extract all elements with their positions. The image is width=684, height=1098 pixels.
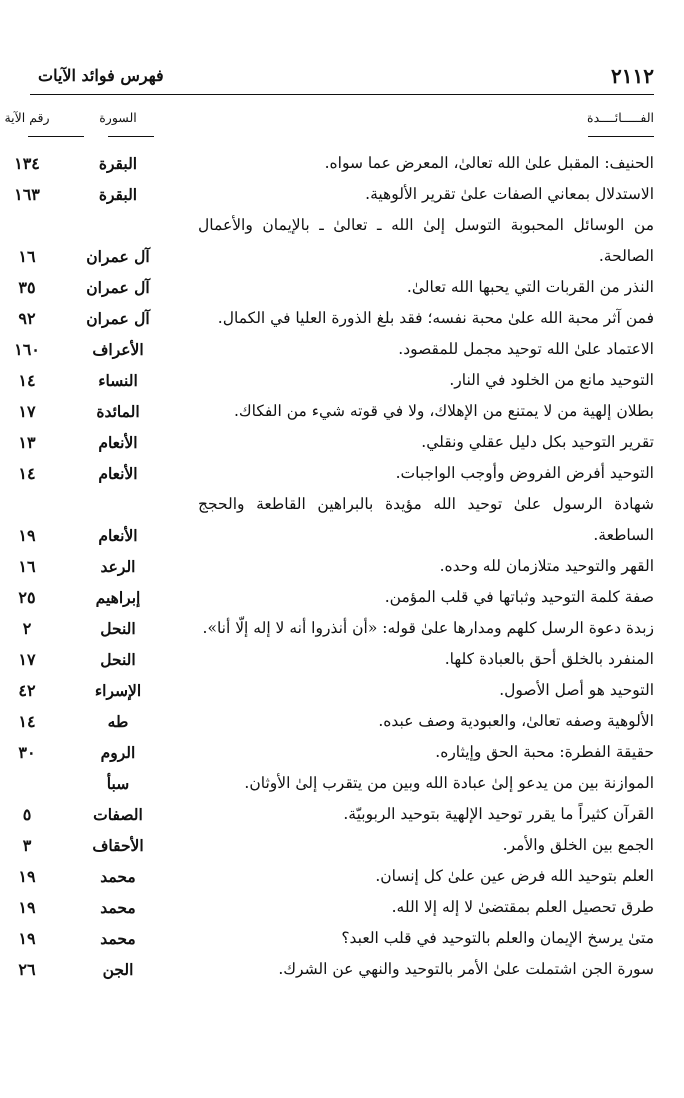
index-entry-row [18,954,654,985]
entry-benefit-text: العلم بتوحيد الله فرض عين علىٰ كل إنسان. [375,867,654,885]
index-entry-row [30,768,654,799]
entry-ayah-number: ١٩ [18,526,36,545]
index-entry-row [18,892,654,923]
entry-surah-name: النحل [100,619,136,638]
entry-ayah-number: ١٣ [18,433,36,452]
index-entry-row [14,334,654,365]
index-entry-row [14,179,654,210]
entry-ayah-number: ٩٢ [18,309,36,328]
entry-surah-name: آل عمران [86,278,150,297]
entry-benefit-text: القرآن كثيراً ما يقرر توحيد الإلهية بتوحيد الربوبيّة. [343,805,654,823]
entry-benefit-text: النذر من القربات التي يحبها الله تعالىٰ. [406,278,654,296]
entry-ayah-number: ١٧ [18,402,36,421]
index-entry-row [22,613,654,644]
running-title: فهرس فوائد الآيات [38,66,164,85]
entry-ayah-number: ٢٦ [18,960,36,979]
index-entry-row [18,210,654,272]
entry-surah-name: الصفات [93,805,143,824]
index-entry-row [22,799,654,830]
entry-benefit-text: التوحيد أفرض الفروض وأوجب الواجبات. [395,464,654,482]
running-head [30,64,654,90]
header-rule [30,94,654,95]
entry-benefit-text: حقيقة الفطرة: محبة الحق وإيثاره. [435,743,654,761]
entry-benefit-text: المنفرد بالخلق أحق بالعبادة كلها. [444,650,654,668]
entry-ayah-number: ١٤ [18,712,36,731]
entry-surah-name: آل عمران [86,247,150,266]
entry-benefit-text: متىٰ يرسخ الإيمان والعلم بالتوحيد في قلب العبد؟ [341,929,654,947]
entry-ayah-number: ٤٢ [18,681,36,700]
index-entry-row [18,644,654,675]
column-header-surah: السورة [99,110,137,125]
entry-ayah-number: ١٧ [18,650,36,669]
entry-surah-name: طه [107,712,129,731]
entry-ayah-number: ١٦٠ [14,340,40,359]
index-entry-row [18,396,654,427]
entry-benefit-text: بطلان إلهية من لا يمتنع من الإهلاك، ولا في قوته شيء من الفكاك. [233,402,654,420]
entry-surah-name: النحل [100,650,136,669]
entry-benefit-text: الجمع بين الخلق والأمر. [502,836,654,854]
entry-benefit-text: فمن آثر محبة الله علىٰ محبة نفسه؛ فقد بلغ الذورة العليا في الكمال. [217,309,654,327]
entry-surah-name: محمد [100,929,136,948]
entry-ayah-number: ٥ [22,805,32,824]
entry-benefit-text: الاعتماد علىٰ الله توحيد مجمل للمقصود. [398,340,654,358]
entry-ayah-number: ١٦٣ [14,185,40,204]
entry-benefit-text: صفة كلمة التوحيد وثباتها في قلب المؤمن. [384,588,654,606]
entry-surah-name: إبراهيم [95,588,141,607]
index-entry-row [18,861,654,892]
entry-ayah-number: ١٣٤ [14,154,40,173]
index-entry-row [18,489,654,551]
column-header-benefit: الفـــــائــــدة [587,110,654,125]
index-entry-row [18,675,654,706]
entry-surah-name: النساء [98,371,138,390]
entry-ayah-number: ٣٠ [18,743,36,762]
entry-surah-name: الأنعام [98,526,138,545]
entry-ayah-number: ١٤ [18,371,36,390]
entry-surah-name: الإسراء [94,681,142,700]
index-entry-row [18,737,654,768]
entry-surah-name: الأنعام [98,433,138,452]
entry-surah-name: الأعراف [92,340,144,359]
column-header-underline [588,136,654,137]
entry-benefit-text: الموازنة بين من يدعو إلىٰ عبادة الله وبين من يتقرب إلىٰ الأوثان. [244,774,654,792]
entry-ayah-number: ١٦ [18,557,36,576]
entry-benefit-text: طرق تحصيل العلم بمقتضىٰ لا إله إلا الله. [391,898,654,916]
entry-ayah-number: ٣٥ [18,278,36,297]
entry-surah-name: البقرة [98,154,138,173]
entry-surah-name: الروم [100,743,136,762]
entry-surah-name: الأنعام [98,464,138,483]
index-entry-row [22,830,654,861]
index-entry-row [18,706,654,737]
index-entry-row [18,582,654,613]
entry-ayah-number: ١٩ [18,898,36,917]
entry-ayah-number: ١٩ [18,867,36,886]
entry-surah-name: الأحقاف [92,836,144,855]
column-header-ayah: رقم الآية [4,110,50,125]
column-headers [4,110,654,134]
entry-ayah-number: ١٩ [18,929,36,948]
entry-ayah-number: ١٦ [18,247,36,266]
entry-benefit-text: الاستدلال بمعاني الصفات علىٰ تقرير الألوهية. [365,185,654,203]
index-entry-row [18,458,654,489]
index-entry-row [14,148,654,179]
entry-ayah-number: ٢٥ [18,588,36,607]
column-header-underline [28,136,84,137]
entry-benefit-text: القهر والتوحيد متلازمان لله وحده. [439,557,654,575]
entry-benefit-text: التوحيد هو أصل الأصول. [499,681,654,699]
page-number: ٢١١٢ [611,64,654,88]
entry-surah-name: المائدة [96,402,140,421]
index-entry-row [18,272,654,303]
entry-ayah-number: ١٤ [18,464,36,483]
entry-ayah-number: ٣ [22,836,32,855]
index-entry-row [18,427,654,458]
entry-benefit-text: من الوسائل المحبوبة التوسل إلىٰ الله ـ تعالىٰ ـ بالإيمان والأعمال الصالحة. [198,216,654,265]
index-entry-row [18,551,654,582]
entry-benefit-text: تقرير التوحيد بكل دليل عقلي ونقلي. [421,433,654,451]
entry-benefit-text: التوحيد مانع من الخلود في النار. [449,371,654,389]
entry-surah-name: محمد [100,898,136,917]
index-entry-row [18,365,654,396]
entry-surah-name: سبأ [106,774,130,793]
entry-surah-name: محمد [100,867,136,886]
entry-benefit-text: زبدة دعوة الرسل كلهم ومدارها علىٰ قوله: «أن أنذروا أنه لا إله إلّا أنا». [202,619,654,637]
index-entries [14,148,654,985]
index-entry-row [18,923,654,954]
entry-surah-name: آل عمران [86,309,150,328]
entry-surah-name: الجن [102,960,134,979]
column-header-underline [108,136,154,137]
entry-benefit-text: الألوهية وصفه تعالىٰ، والعبودية وصف عبده. [378,712,654,730]
index-entry-row [18,303,654,334]
entry-ayah-number: ٢ [22,619,32,638]
entry-surah-name: البقرة [98,185,138,204]
entry-benefit-text: شهادة الرسول علىٰ توحيد الله مؤيدة بالبراهين القاطعة والحجج الساطعة. [198,495,654,544]
entry-benefit-text: سورة الجن اشتملت علىٰ الأمر بالتوحيد والنهي عن الشرك. [278,960,654,978]
entry-benefit-text: الحنيف: المقبل علىٰ الله تعالىٰ، المعرض عما سواه. [324,154,654,172]
entry-surah-name: الرعد [100,557,136,576]
